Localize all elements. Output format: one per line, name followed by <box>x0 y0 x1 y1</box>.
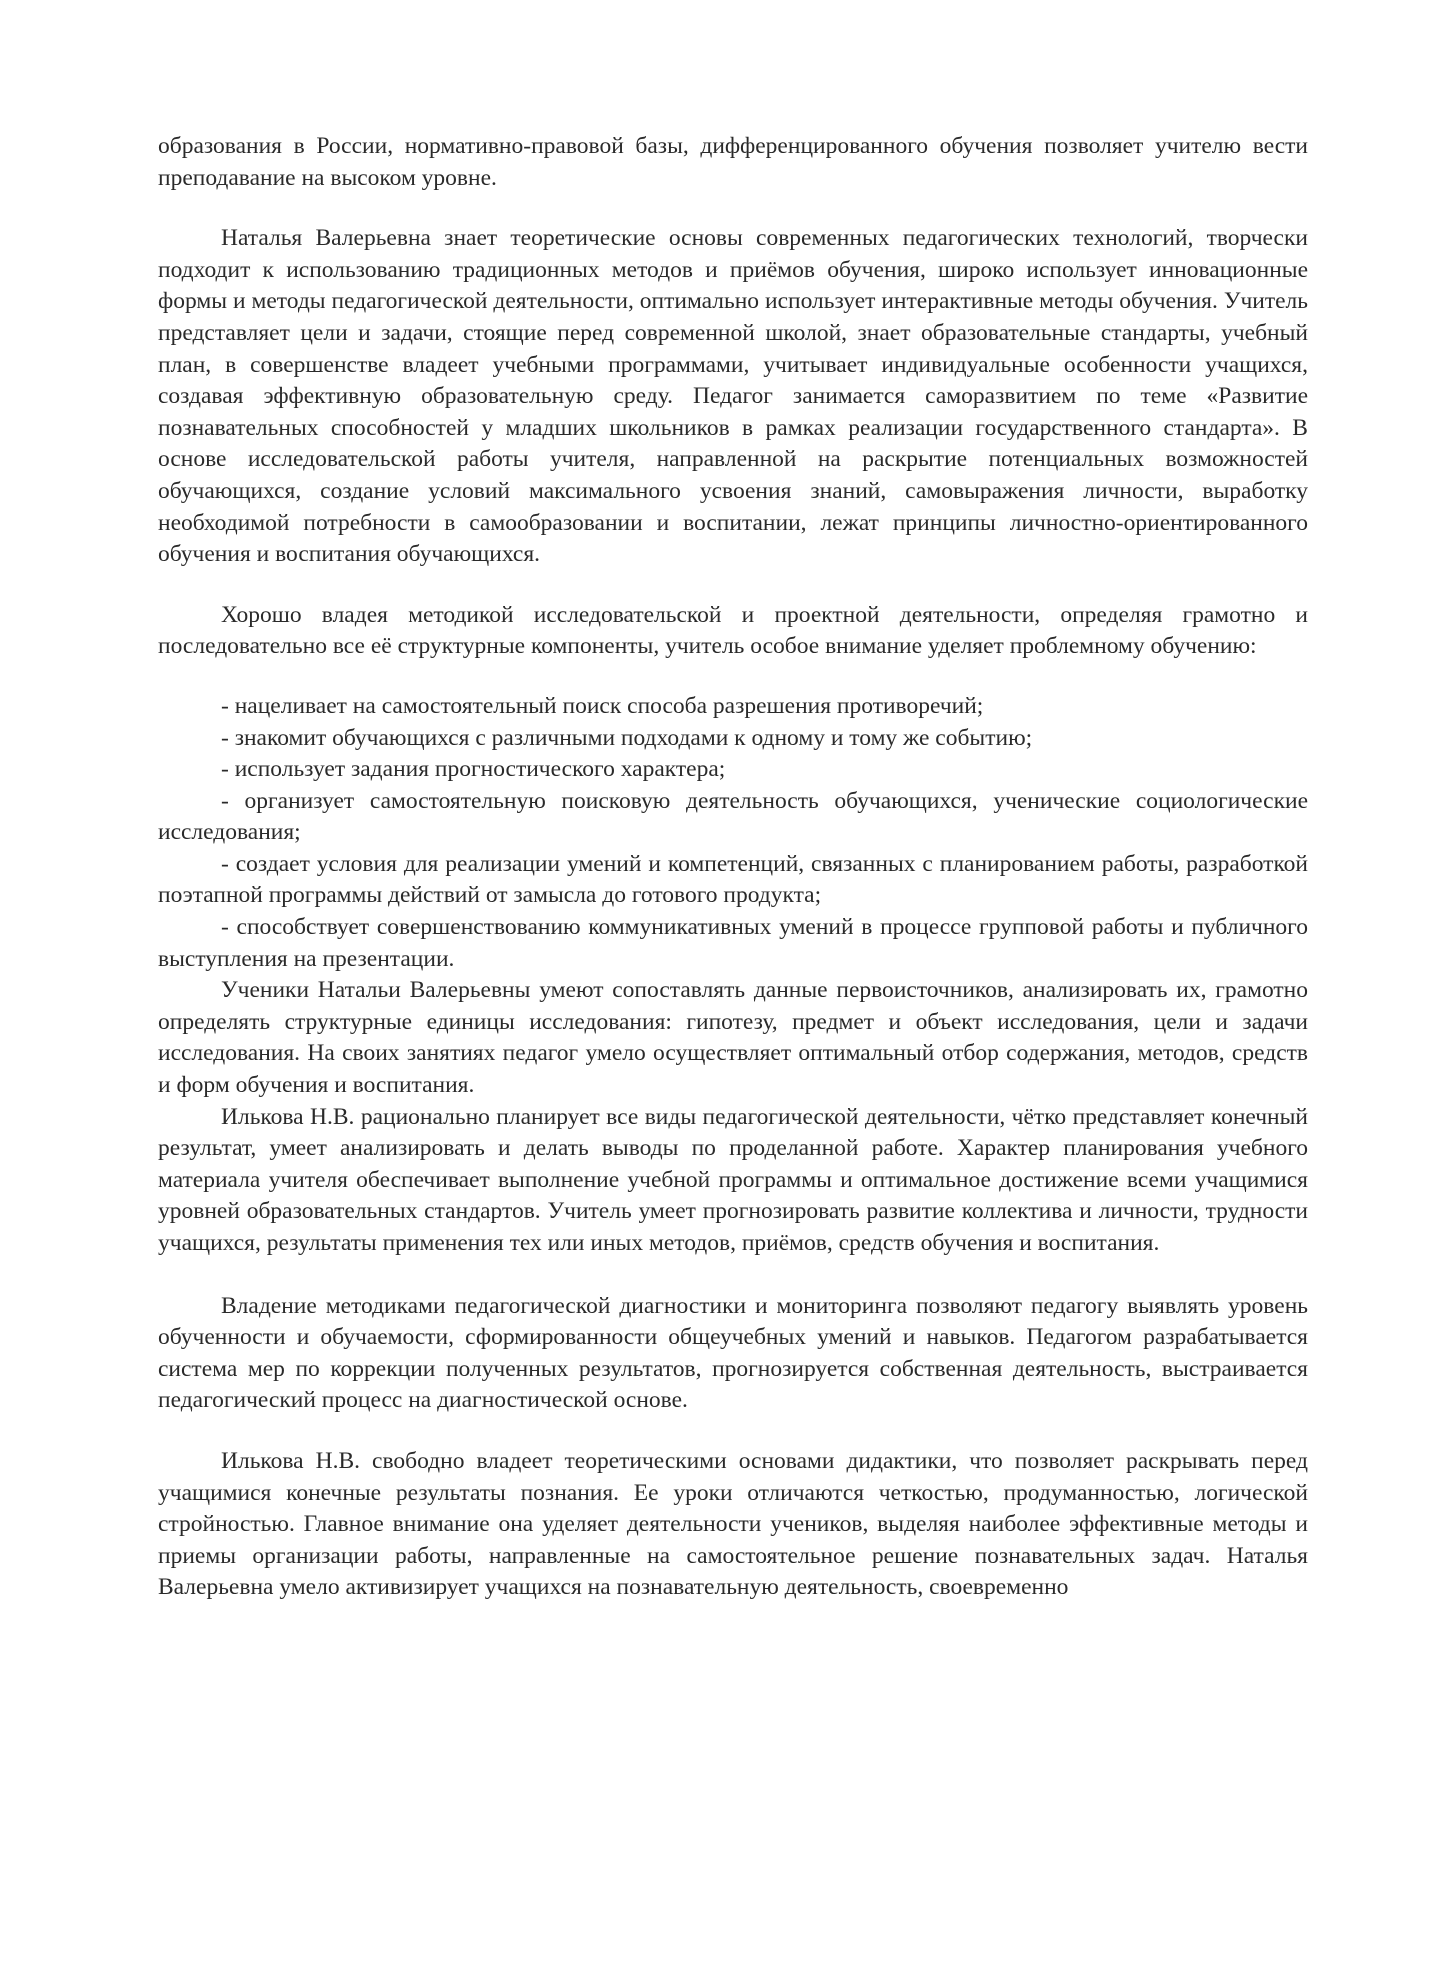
paragraph-didactics: Илькова Н.В. свободно владеет теоретическими основами дидактики, что позволяет раскрывать перед учащимися конечные результаты познания. Ее уроки отличаются четкостью, продуманностью, логической стройностью. Главное внимание она уделяет деятельности учеников, выделяя наиболее эффективные методы и приемы организации работы, направленные на самостоятельное решение познавательных задач. Наталья Валерьевна умело активизирует учащихся на познавательную деятельность, своевременно <box>158 1447 1308 1601</box>
paragraph-intro-continuation: образования в России, нормативно-правовой базы, дифференцированного обучения позволяет учителю вести преподавание на высоком уровне. <box>158 133 1308 191</box>
problem-learning-list <box>158 691 1308 975</box>
paragraph-planning: Илькова Н.В. рационально планирует все виды педагогической деятельности, чётко представляет конечный результат, умеет анализировать и делать выводы по проделанной работе. Характер планирования учебного материала учителя обеспечивает выполнение учебной программы и оптимальное достижение всеми учащимися уровней образовательных стандартов. Учитель умеет прогнозировать развитие коллектива и личности, трудности учащихся, результаты применения тех или иных методов, приёмов, средств обучения и воспитания. <box>158 1103 1308 1256</box>
paragraph-students-skills: Ученики Натальи Валерьевны умеют сопоставлять данные первоисточников, анализировать их, грамотно определять структурные единицы исследования: гипотезу, предмет и объект исследования, цели и задачи исследования. На своих занятиях педагог умело осуществляет оптимальный отбор содержания, методов, средств и форм обучения и воспитания. <box>158 977 1308 1099</box>
document-body <box>158 131 1308 1604</box>
list-item: - организует самостоятельную поисковую деятельность обучающихся, ученические социологические исследования; <box>158 787 1308 846</box>
list-item: - знакомит обучающихся с различными подходами к одному и тому же событию; <box>221 724 1033 751</box>
paragraph-diagnostics: Владение методиками педагогической диагностики и мониторинга позволяют педагогу выявлять уровень обученности и обучаемости, сформированности общеучебных умений и навыков. Педагогом разрабатывается система мер по коррекции полученных результатов, прогнозируется собственная деятельность, выстраивается педагогический процесс на диагностической основе. <box>158 1292 1308 1414</box>
paragraph-research-methods: Хорошо владея методикой исследовательской и проектной деятельности, определяя грамотно и последовательно все её структурные компоненты, учитель особое внимание уделяет проблемному обучению: <box>158 601 1308 660</box>
paragraph-teacher-knowledge: Наталья Валерьевна знает теоретические основы современных педагогических технологий, творчески подходит к использованию традиционных методов и приёмов обучения, широко использует инновационные формы и методы педагогической деятельности, оптимально использует интерактивные методы обучения. Учитель представляет цели и задачи, стоящие перед современной школой, знает образовательные стандарты, учебный план, в совершенстве владеет учебными программами, учитывает индивидуальные особенности учащихся, создавая эффективную образовательную среду. Педагог занимается саморазвитием по теме «Развитие познавательных способностей у младших школьников в рамках реализации государственного стандарта». В основе исследовательской работы учителя, направленной на раскрытие потенциальных возможностей обучающихся, создание условий максимального усвоения знаний, самовыражения личности, выработку необходимой потребности в самообразовании и воспитании, лежат принципы личностно-ориентированного обучения и воспитания обучающихся. <box>158 225 1308 568</box>
list-item: - способствует совершенствованию коммуникативных умений в процессе групповой работы и публичного выступления на презентации. <box>158 914 1308 972</box>
list-item: - создает условия для реализации умений и компетенций, связанных с планированием работы, разработкой поэтапной программы действий от замысла до готового продукта; <box>158 850 1308 909</box>
list-item: - использует задания прогностического характера; <box>221 756 726 783</box>
list-item: - нацеливает на самостоятельный поиск способа разрешения противоречий; <box>221 692 984 719</box>
